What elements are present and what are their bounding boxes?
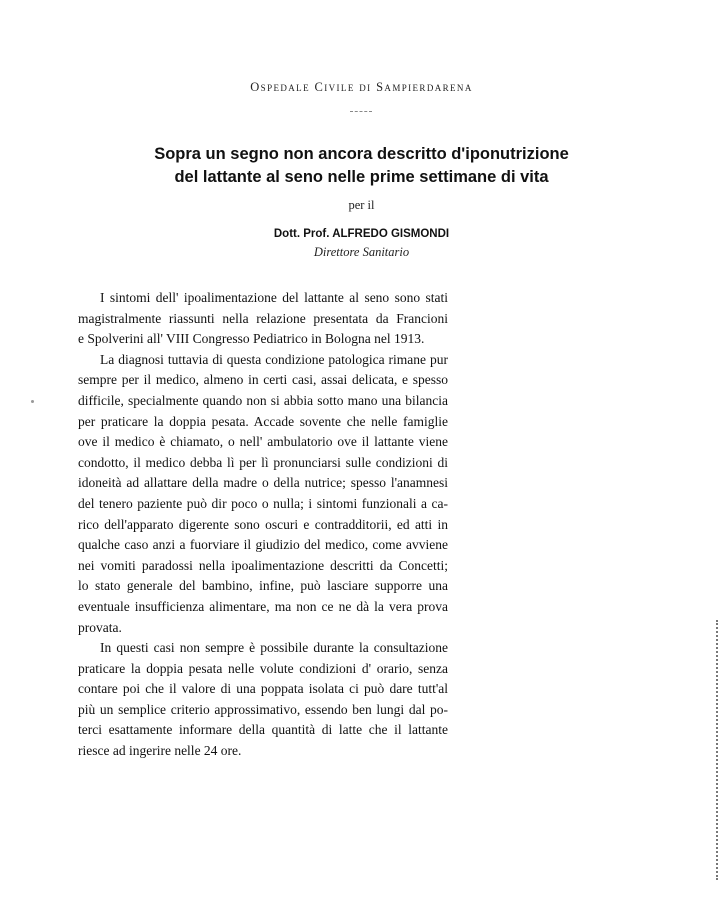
body-line: per praticare la doppia pesata. Accade sovente che nelle famiglie <box>78 413 448 429</box>
body-line: più un semplice criterio approssimativo, essendo ben lungi dal po- <box>78 701 448 717</box>
body-line: terci esattamente informare della quantità di latte che il lattante <box>78 722 448 738</box>
author-role: Direttore Sanitario <box>313 245 410 259</box>
body-line: rico dell'apparato digerente sono oscuri e contradditorii, ed atti in <box>78 516 448 532</box>
body-line: riesce ad ingerire nelle 24 ore. <box>78 743 242 759</box>
title-line-1: Sopra un segno non ancora descritto d'iponutrizione <box>154 145 569 163</box>
body-line: idoneità ad allattare della madre o della nutrice; spesso l'anamnesi <box>78 475 448 491</box>
body-line: La diagnosi tuttavia di questa condizione patologica rimane pur <box>100 351 448 367</box>
body-line: qualche caso anzi a fuorviare il giudizio del medico, come avviene <box>78 537 448 553</box>
body-line: lo stato generale del bambino, infine, può lasciare supporre una <box>78 578 448 594</box>
body-line: I sintomi dell' ipoalimentazione del lattante al seno sono stati <box>100 290 448 305</box>
margin-speck <box>31 400 34 403</box>
institution-header: Ospedale Civile di Sampierdarena <box>250 80 473 94</box>
body-line: sempre per il medico, almeno in certi casi, assai delicata, e spesso <box>78 372 448 388</box>
body-line: condotto, il medico debba lì per lì pronunciarsi sulle condizioni di <box>78 454 448 470</box>
body-line: eventuale insufficienza alimentare, ma non ce ne dà la vera prova <box>78 598 448 614</box>
body-line: contare poi che il valore di una poppata isolata ci può dare tutt'al <box>78 681 448 697</box>
body-line: difficile, specialmente quando non si abbia sotto mano una bilancia <box>78 392 448 408</box>
body-line: del tenero paziente può dir poco o nulla; i sintomi funzionali a ca- <box>78 495 448 511</box>
article-body <box>78 288 448 762</box>
body-line: praticare la doppia pesata nelle volute condizioni d' orario, senza <box>78 660 448 676</box>
body-line: ove il medico è chiamato, o nell' ambulatorio ove il lattante viene <box>78 434 448 450</box>
body-line: In questi casi non sempre è possibile durante la consultazione <box>100 640 448 656</box>
article-title <box>40 143 683 189</box>
byline-label: per il <box>348 198 375 212</box>
body-line: magistralmente riassunti nella relazione presentata da Francioni <box>78 310 448 326</box>
page-edge-marks <box>716 620 721 880</box>
header-rule <box>350 111 372 113</box>
author-name: Dott. Prof. ALFREDO GISMONDI <box>273 228 450 240</box>
title-line-2: del lattante al seno nelle prime settimane di vita <box>174 168 549 186</box>
body-line: provata. <box>78 619 122 635</box>
body-line: nei vomiti paradossi nella ipoalimentazione descritti da Concetti; <box>78 557 448 573</box>
body-line: e Spolverini all' VIII Congresso Pediatrico in Bologna nel 1913. <box>78 331 425 347</box>
